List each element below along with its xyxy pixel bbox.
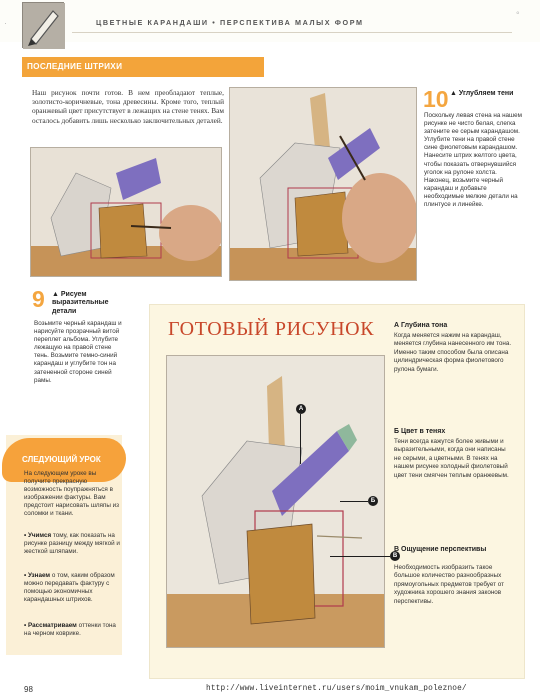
note-c-text: Необходимость изобразить такое большое количество разнообразных прямоугольных предметов требует от художника хорошего знания законов перспективы. (394, 564, 505, 605)
note-a-title: А Глубина тона (394, 322, 448, 329)
step10-number: 10 (423, 86, 449, 112)
next-lesson-bullet-2: • Узнаем о том, каким образом можно передавать фактуру с помощью экономичных карандашных штрихов. (24, 572, 115, 603)
decorative-mark: ° (516, 10, 520, 20)
next-lesson-bullet-1: • Учимся тому, как показать на рисунке разницу между мягкой и жесткой шляпами. (24, 532, 120, 555)
note-c-title: В Ощущение перспективы (394, 546, 487, 553)
note-b-text: Тени всегда кажутся более живыми и выразительными, когда они написаны не серыми, а цветными. В тенях на нашем рисунке холодный фиолетовый цвет тени смягчен теплым оранжевым. (394, 438, 509, 479)
decorative-mark: · (4, 18, 7, 28)
step10-drawing-photo (229, 87, 417, 281)
next-lesson-title: СЛЕДУЮЩИЙ УРОК (22, 455, 101, 464)
marker-c: В (390, 551, 400, 561)
note-a-text: Когда меняется нажим на карандаш, меняется глубина нанесенного им тона. Именно таким способом была описана цилиндрическая форма фиолетового рулона бумаги. (394, 332, 512, 373)
marker-b-leader (340, 501, 368, 502)
pencil-logo-icon (22, 2, 64, 48)
next-lesson-bullet-3: • Рассматриваем оттенки тона на черном коврике. (24, 622, 116, 637)
step9-body: Возьмите черный карандаш и нарисуйте прозрачный витой переплет альбома. Углубите лежащую на правой стене тень. Возьмите темно-синий карандаш и углубите тон на затененной стороне синей рамы. (34, 320, 122, 384)
note-b-title: Б Цвет в тенях (394, 428, 446, 435)
step10-title: ▲ Углубляем тени (450, 90, 514, 97)
header-rule (72, 32, 512, 33)
marker-c-leader (330, 556, 390, 557)
step9-title: ▲ Рисуем выразительные детали (52, 291, 109, 315)
step10-body: Поскольку левая стена на нашем рисунке не чисто белая, слегка затените ее серым карандашом. Углубите тени на правой стене сине фиолетовым карандашом. Нанесите штрих желтого цвета, чтобы показать отвернувшийся уголок на рулоне холста. Наконец, возьмите черный карандаш и добавьте необходимые мелкие детали на плинтусе и линейке. (424, 112, 522, 209)
step9-drawing-photo (30, 147, 222, 277)
next-lesson-intro: На следующем уроке вы получите прекрасную возможность поупражняться в изображении фактуры. Вам предстоит нарисовать шляпы из соломки и ткани. (24, 470, 120, 517)
source-url[interactable]: http://www.liveinternet.ru/users/moim_vnukam_poleznoe/ (206, 685, 467, 693)
marker-b: Б (368, 496, 378, 506)
marker-a: A (296, 404, 306, 414)
running-header: ЦВЕТНЫЕ КАРАНДАШИ • ПЕРСПЕКТИВА МАЛЫХ ФОРМ (96, 18, 364, 27)
section-title: ПОСЛЕДНИЕ ШТРИХИ (27, 62, 123, 71)
intro-paragraph: Наш рисунок почти готов. В нем преобладают теплые, золотисто-коричневые, тона древесины. Кроме того, теплый оранжевый цвет присутствует в лежащих на стене тенях. Вам осталось добавить лишь несколько заключительных деталей. (32, 88, 224, 125)
step9-number: 9 (32, 286, 45, 312)
final-drawing-heading: ГОТОВЫЙ РИСУНОК (168, 318, 375, 340)
marker-a-leader (300, 414, 301, 464)
page-number: 98 (24, 685, 33, 694)
